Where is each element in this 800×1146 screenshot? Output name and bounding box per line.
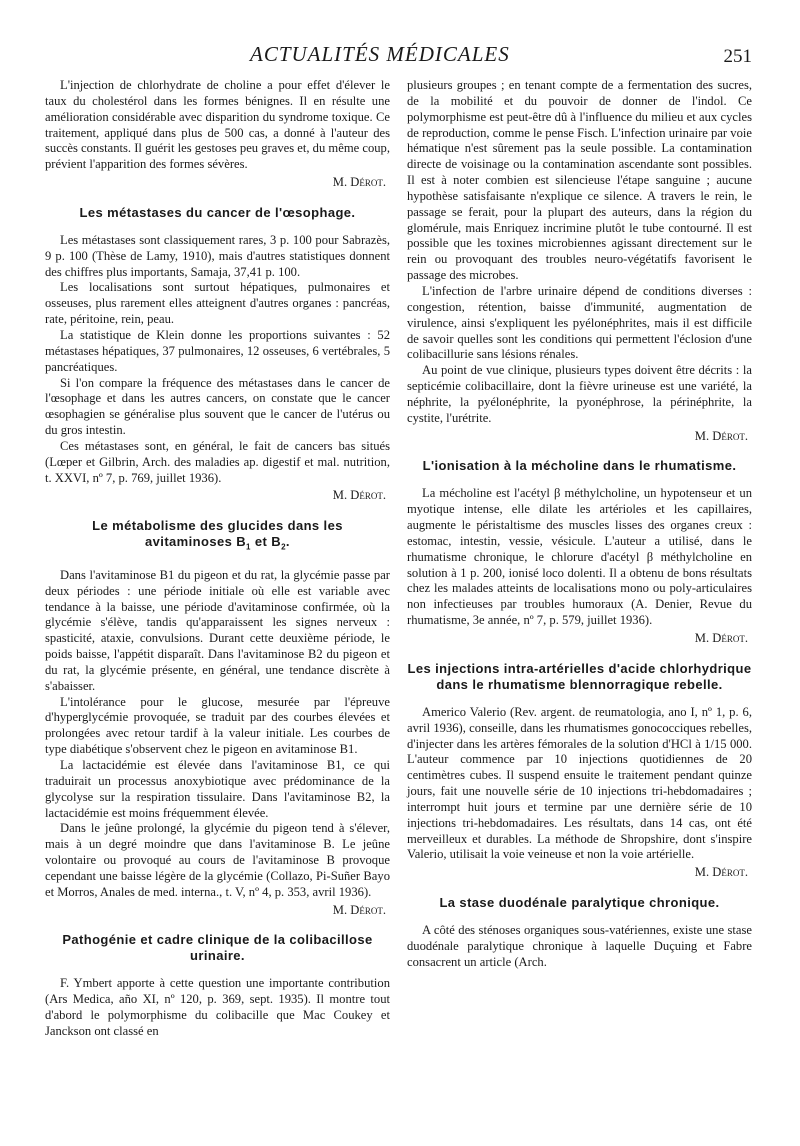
paragraph: Dans l'avitaminose B1 du pigeon et du rat, la glycémie passe par deux périodes : une période initiale où elle est variable avec tendance à la baisse, une période d'avitaminose confirmée, où la glycémie s'élève, tandis qu'apparaissent les signes nerveux : spasticité, ataxie, convulsions. Durant cette deuxième période, le poids baisse, l'appétit disparaît. Dans l'avitaminose B2 du pigeon et du rat, la glycémie présente, en général, une tendance discrète à s'abaisser. (45, 567, 390, 693)
author-signature: M. Dérot. (694, 631, 748, 645)
author-signature: M. Dérot. (332, 175, 386, 190)
author-signature: M. Dérot. (332, 488, 386, 503)
heading-line: Le métabolisme des glucides dans les (92, 518, 343, 534)
subscript: 2 (281, 542, 286, 552)
paragraph: La lactacidémie est élevée dans l'avitaminose B1, ce qui traduirait un processus anoxybiotique avec prédominance de la glycolyse sur la respiration tissulaire. Dans l'avitaminose B2, la lactacidémie est moins fréquemment élevée. (45, 757, 390, 820)
paragraph: La statistique de Klein donne les proportions suivantes : 52 métastases hépatiques, 37 pulmonaires, 12 osseuses, 6 vertébrales, 5 pancréatiques. (45, 327, 390, 374)
author-signature: M. Dérot. (694, 865, 748, 880)
page-header (0, 42, 800, 72)
left-column (45, 78, 390, 1040)
paragraph: La mécholine est l'acétyl β méthylcholine, un hypotenseur et un myotique intense, elle dilate les artérioles et les capillaires, augmente le péristaltisme des muscles lisses des organes creux : estomac, intestin, vessie, vésicule. L'auteur a utilisé, dans le rhumatisme chronique, le chlorure d'acétyl β méthylcholine en solution à 1 p. 200, ionisé loco dolenti. Il a obtenu de bons résultats chez les malades atteints de localisations mono ou poly-articulaires non infectieuses par troubles humoraux (A. Denier, Revue du rhumatisme, 3e année, nº 7, p. 579, juillet 1936). (407, 486, 752, 628)
paragraph: L'intolérance pour le glucose, mesurée par l'épreuve d'hyperglycémie provoquée, se traduit par des courbes élevées et prolongées avec retour tardif à la valeur initiale. Les courbes de type diabétique s'observent chez le pigeon en avitaminose B1. (45, 694, 390, 757)
paragraph: A côté des sténoses organiques sous-vatériennes, existe une stase duodénale paralytique chronique à laquelle Duçuing et Fabre consacrent un article (Arch. (407, 923, 752, 969)
article-heading: La stase duodénale paralytique chronique. (439, 895, 720, 911)
article-heading: Pathogénie et cadre clinique de la colibacillose urinaire. (62, 932, 373, 964)
article-heading: Les métastases du cancer de l'œsophage. (79, 204, 356, 220)
paragraph: Dans le jeûne prolongé, la glycémie du pigeon tend à s'élever, mais à un degré moindre que dans l'avitaminose B. Le jeûne volontaire ou provoqué au cours de l'avitaminose B provoque cependant une baisse légère de la glycémie (Collazo, Pi-Suñer Bayo et Morros, Anales de med. interna., t. V, nº 4, p. 353, avril 1936). (45, 821, 390, 899)
right-column (407, 78, 752, 971)
paragraph: plusieurs groupes ; en tenant compte de a fermentation des sucres, de la mobilité et du pouvoir de donner de l'indol. Ce polymorphisme est peut-être dû à l'influence du milieu et aux cycles de reproduction, comme le pense Fisch. L'infection urinaire par voie hématique n'est sûrement pas la seule possible. La contamination directe de voisinage ou la contamination ascendante sont possibles. Il est à noter combien est silencieuse l'étape sanguine ; aucune hypothèse satisfaisante n'explique ce silence. A travers le rein, le passage se ferait, pour la plupart des auteurs, dans la région du glomérule, mais Enriquez incrimine plutôt le tube contourné. Il est possible que les toxines microbiennes agissant directement sur le rein ou provoquant des troubles neuro-végétatifs favorisent le passage des microbes. (407, 78, 752, 283)
page-number: 251 (723, 46, 752, 67)
heading-text: . (285, 534, 290, 550)
article-heading: L'ionisation à la mécholine dans le rhumatisme. (422, 458, 737, 474)
paragraph: Si l'on compare la fréquence des métastases dans le cancer de l'œsophage et dans les autres cancers, on constate que le cancer œsophagien se généralise plus souvent que le cancer de l'utérus ou du gros intestin. (45, 375, 390, 438)
heading-text: avitaminoses B (145, 534, 247, 550)
author-signature: M. Dérot. (332, 902, 386, 917)
subscript: 1 (246, 542, 251, 552)
paragraph: F. Ymbert apporte à cette question une importante contribution (Ars Medica, año XI, nº 120, p. 369, sept. 1935). Il montre tout d'abord le polymorphisme du colibacille que Mac Coukey et Janckson ont classé en (45, 976, 390, 1038)
article-heading: Les injections intra-artérielles d'acide chlorhydrique dans le rhumatisme blennorragique rebelle. (407, 660, 752, 692)
paragraph: Les métastases sont classiquement rares, 3 p. 100 pour Sabrazès, 9 p. 100 (Thèse de Lamy, 1910), mais d'autres statistiques donnent des chiffres plus importants, Samaja, 37,41 p. 100. (45, 232, 390, 279)
paragraph: Americo Valerio (Rev. argent. de reumatologia, ano I, nº 1, p. 6, avril 1936), conseille, dans les rhumatismes gonococciques rebelles, d'injecter dans les artères fémorales de la solution d'HCl à 1/15 000. L'auteur commence par 10 injections quotidiennes de 20 centimètres cubes. Il suspend ensuite le traitement pendant quinze jours, fait une nouvelle série de 10 injections tri-hebdomadaires ; interrompt huit jours et termine par une dernière série de 10 injections tri-hebdomadaires. Les résultats, dans 14 cas, ont été merveilleux et durables. La méthode de Shropshire, dont s'inspire Valerio, utilisait la voie veineuse et non la voie artérielle. (407, 704, 752, 862)
paragraph: Les localisations sont surtout hépatiques, pulmonaires et osseuses, plus rarement elles atteignent d'autres organes : pancréas, rate, péritoine, rein, peau. (45, 280, 390, 327)
author-signature: M. Dérot. (694, 428, 748, 443)
paragraph: L'injection de chlorhydrate de choline a pour effet d'élever le taux du cholestérol dans les formes bénignes. Il en résulte une amélioration considérable avec disparition du syndrome toxique. Ce traitement, appliqué dans plus de 500 cas, a donné à l'auteur des succès constants. Il guérit les gestoses peu graves et, du même coup, prévient l'apparition des formes sévères. (45, 78, 390, 172)
paragraph: Au point de vue clinique, plusieurs types doivent être décrits : la septicémie colibacillaire, dont la fièvre urineuse est une variété, la néphrite, la pyélonéphrite, la pyonéphrose, la périnéphrite, la cystite, l'urétrite. (407, 363, 752, 425)
article-heading (45, 518, 390, 556)
heading-text: et B (250, 534, 282, 550)
paragraph: L'infection de l'arbre urinaire dépend de conditions diverses : congestion, rétention, baisse d'immunité, augmentation de virulence, ainsi s'expliquent les pyélonéphrites, mais il est difficile de savoir quelles sont les conditions qui permettent l'éclosion d'une colibacillurie sans lésions rénales. (407, 283, 752, 362)
paragraph: Ces métastases sont, en général, le fait de cancers bas situés (Lœper et Gilbrin, Arch. des maladies ap. digestif et mal. nutrition, t. XXVI, nº 7, p. 769, juillet 1936). (45, 438, 390, 485)
running-title: ACTUALITÉS MÉDICALES (250, 42, 510, 66)
